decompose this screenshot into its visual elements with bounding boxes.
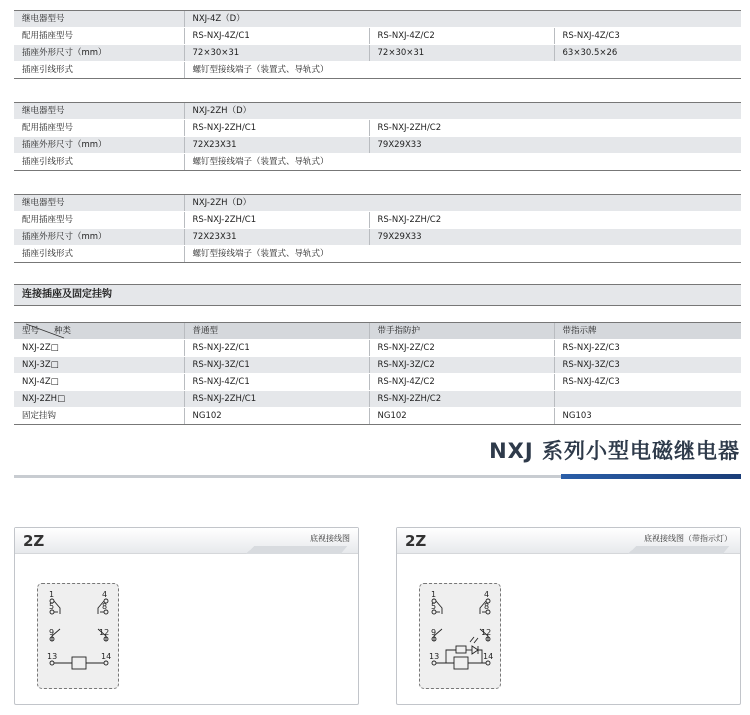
- spec-label: 插座外形尺寸（mm）: [14, 229, 184, 246]
- spec-value: RS-NXJ-2ZH/C1: [184, 212, 369, 229]
- spec-value: RS-NXJ-4Z/C3: [554, 28, 741, 45]
- socket-model: NXJ-2Z□: [14, 340, 184, 357]
- spec-row: [14, 28, 741, 45]
- spec-table-2zh-a: [14, 102, 741, 171]
- spec-label: 配用插座型号: [14, 28, 184, 45]
- socket-row: [14, 357, 741, 374]
- spec-row: [14, 120, 741, 137]
- socket-value: RS-NXJ-3Z/C3: [554, 357, 741, 374]
- spec-label: 继电器型号: [14, 11, 184, 28]
- spec-value: 螺钉型接线端子（装置式、导轨式）: [184, 246, 741, 263]
- spec-value: NXJ-2ZH（D）: [184, 195, 741, 212]
- title-rule: [14, 474, 741, 479]
- socket-value: RS-NXJ-2Z/C3: [554, 340, 741, 357]
- header-model: 型号: [22, 326, 40, 336]
- socket-row: [14, 340, 741, 357]
- header-type: 种类: [54, 326, 72, 336]
- spec-row: [14, 212, 741, 229]
- socket-value: NG103: [554, 408, 741, 425]
- pin-label: 4: [484, 590, 490, 599]
- spec-table-body: [14, 11, 741, 79]
- relay-wiring-icon: [38, 584, 120, 690]
- card-stripe: [231, 546, 348, 554]
- pin-label: 1: [431, 590, 437, 599]
- socket-value: RS-NXJ-2ZH/C1: [184, 391, 369, 408]
- pin-label: 1: [49, 590, 55, 599]
- spec-value: 72X23X31: [184, 229, 369, 246]
- card-tag: 2Z: [23, 532, 45, 550]
- pin-label: 8: [484, 602, 490, 611]
- spec-label: 继电器型号: [14, 195, 184, 212]
- spec-value: 螺钉型接线端子（装置式、导轨式）: [184, 154, 741, 171]
- socket-model: NXJ-3Z□: [14, 357, 184, 374]
- socket-value: RS-NXJ-2Z/C1: [184, 340, 369, 357]
- socket-value: RS-NXJ-2Z/C2: [369, 340, 554, 357]
- socket-row: [14, 374, 741, 391]
- column-header: 普通型: [184, 323, 369, 340]
- spec-row: [14, 229, 741, 246]
- pin-label: 9: [49, 628, 55, 637]
- card-tag: 2Z: [405, 532, 427, 550]
- spec-label: 插座引线形式: [14, 154, 184, 171]
- card-stripe: [613, 546, 730, 554]
- pin-label: 13: [47, 652, 58, 661]
- pin-label: 12: [481, 628, 492, 637]
- spec-value: RS-NXJ-2ZH/C2: [369, 120, 741, 137]
- wiring-diagram: [419, 583, 501, 689]
- spec-value: RS-NXJ-4Z/C2: [369, 28, 554, 45]
- spec-value: RS-NXJ-4Z/C1: [184, 28, 369, 45]
- relay-wiring-led-icon: [420, 584, 502, 690]
- spec-label: 配用插座型号: [14, 212, 184, 229]
- socket-model: NXJ-4Z□: [14, 374, 184, 391]
- socket-table-header: [14, 323, 741, 340]
- page-title: NXJ 系列小型电磁继电器: [489, 439, 740, 463]
- socket-table-body: [14, 323, 741, 425]
- spec-label: 插座引线形式: [14, 62, 184, 79]
- socket-model: NXJ-2ZH□: [14, 391, 184, 408]
- pin-label: 9: [431, 628, 437, 637]
- card-note: 底视接线图（带指示灯）: [644, 534, 732, 543]
- socket-value: RS-NXJ-4Z/C3: [554, 374, 741, 391]
- spec-row: [14, 154, 741, 171]
- spec-label: 插座外形尺寸（mm）: [14, 45, 184, 62]
- spec-row: [14, 11, 741, 28]
- pin-label: 5: [49, 602, 55, 611]
- title-rule-blue: [561, 474, 741, 479]
- spec-label: 插座外形尺寸（mm）: [14, 137, 184, 154]
- spec-value: RS-NXJ-2ZH/C2: [369, 212, 741, 229]
- socket-row: [14, 391, 741, 408]
- pin-label: 14: [101, 652, 112, 661]
- socket-value: RS-NXJ-4Z/C2: [369, 374, 554, 391]
- spec-row: [14, 103, 741, 120]
- spec-label: 配用插座型号: [14, 120, 184, 137]
- spec-row: [14, 62, 741, 79]
- socket-value: NG102: [369, 408, 554, 425]
- pin-label: 8: [102, 602, 108, 611]
- spec-value: 螺钉型接线端子（装置式、导轨式）: [184, 62, 741, 79]
- title-rule-grey: [14, 475, 634, 478]
- pin-label: 5: [431, 602, 437, 611]
- socket-value: RS-NXJ-2ZH/C2: [369, 391, 554, 408]
- socket-value: RS-NXJ-3Z/C2: [369, 357, 554, 374]
- section-heading: 连接插座及固定挂钩: [14, 284, 741, 306]
- spec-row: [14, 137, 741, 154]
- wiring-diagram: [37, 583, 119, 689]
- spec-value: 79X29X33: [369, 137, 741, 154]
- socket-value: RS-NXJ-4Z/C1: [184, 374, 369, 391]
- spec-value: NXJ-2ZH（D）: [184, 103, 741, 120]
- pin-label: 12: [99, 628, 110, 637]
- spec-value: 72×30×31: [369, 45, 554, 62]
- spec-table-body: [14, 103, 741, 171]
- socket-row: [14, 408, 741, 425]
- spec-label: 插座引线形式: [14, 246, 184, 263]
- pin-label: 4: [102, 590, 108, 599]
- socket-model: 固定挂钩: [14, 408, 184, 425]
- spec-table-body: [14, 195, 741, 263]
- socket-value: RS-NXJ-3Z/C1: [184, 357, 369, 374]
- card-note: 底视接线图: [310, 534, 350, 543]
- pin-label: 13: [429, 652, 440, 661]
- wiring-card-2z-indicator: [396, 527, 741, 705]
- card-header: [397, 528, 740, 554]
- spec-value: 72×30×31: [184, 45, 369, 62]
- spec-row: [14, 195, 741, 212]
- spec-value: NXJ-4Z（D）: [184, 11, 741, 28]
- spec-row: [14, 45, 741, 62]
- spec-row: [14, 246, 741, 263]
- spec-label: 继电器型号: [14, 103, 184, 120]
- spec-table-4z: [14, 10, 741, 79]
- spec-value: RS-NXJ-2ZH/C1: [184, 120, 369, 137]
- column-header: 带手指防护: [369, 323, 554, 340]
- wiring-card-2z: [14, 527, 359, 705]
- diagonal-header-cell: [14, 323, 184, 340]
- column-header: 带指示牌: [554, 323, 741, 340]
- spec-value: 63×30.5×26: [554, 45, 741, 62]
- socket-value: [554, 391, 741, 408]
- socket-value: NG102: [184, 408, 369, 425]
- pin-label: 14: [483, 652, 494, 661]
- spec-value: 79X29X33: [369, 229, 741, 246]
- spec-table-2zh-b: [14, 194, 741, 263]
- spec-value: 72X23X31: [184, 137, 369, 154]
- card-header: [15, 528, 358, 554]
- socket-table: [14, 322, 741, 425]
